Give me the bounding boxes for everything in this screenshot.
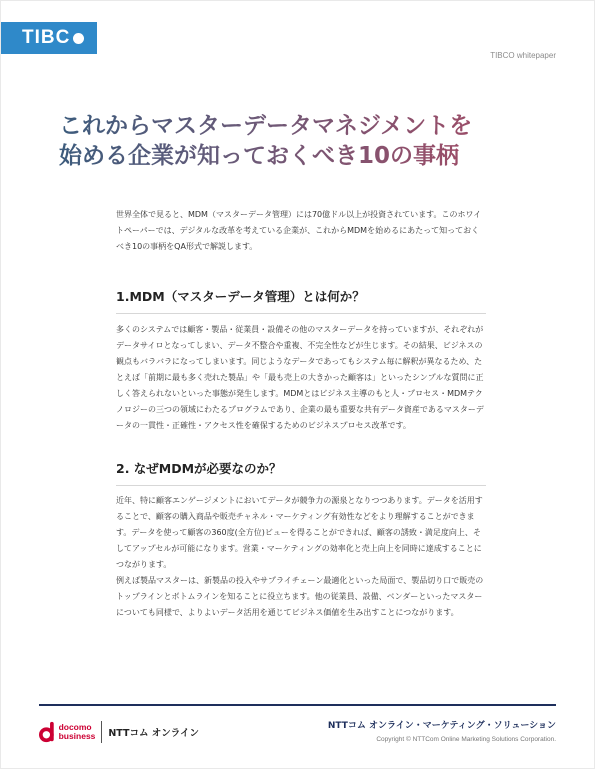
title-line-2: 始める企業が知っておくべき10の事柄 — [59, 143, 460, 169]
section-2-body — [116, 493, 486, 621]
docomo-text: docomo — [58, 722, 92, 732]
section-2-paragraph-1: 近年、特に顧客エンゲージメントにおいてデータが競争力の源泉となりつつあります。データを活用することで、顧客の購入商品や販売チャネル・マーケティング有効性などをより理解することができます。データを使って顧客の360度(全方位)ビューを得ることができれば、顧客の誘致・満足度向上、そしてアップセルが可能になります。営業・マーケティングの効率化と売上向上を同時に達成することにつながります。 — [116, 496, 483, 569]
tibco-logo-o-icon — [73, 33, 84, 44]
tibco-logo — [1, 22, 97, 54]
ntt-com-online-logo: NTTコム オンライン — [108, 728, 199, 739]
section-2-paragraph-2: 例えば製品マスターは、新製品の投入やサプライチェーン最適化といった局面で、製品切り口で販売のトップラインとボトムラインを知ることに役立ちます。他の従業員、設備、ベンダーといったマスターについても同様で、よりよいデータ活用を通じてビジネス価値を生み出すことにつながります。 — [116, 576, 484, 617]
business-text: business — [58, 731, 96, 741]
docomo-d-icon — [39, 720, 56, 744]
footer-solution-title: NTTコム オンライン・マーケティング・ソリューション — [327, 721, 556, 731]
title-line-1: これからマスターデータマネジメントを — [59, 113, 473, 139]
docomo-business-logo — [39, 717, 199, 747]
document-title — [59, 111, 539, 171]
logo-separator — [101, 721, 102, 743]
tibco-logo-text: TIBC — [22, 27, 71, 48]
footer-divider — [39, 704, 556, 706]
document-page — [1, 1, 594, 768]
whitepaper-tag: TIBCO whitepaper — [490, 51, 556, 60]
section-1-paragraph: 多くのシステムでは顧客・製品・従業員・設備その他のマスターデータを持っていますが、それぞれがデータサイロとなってしまい、データ不整合や重複、不完全性などが生じます。その結果、ビジネスの観点もバラバラになってしまいます。同じようなデータであってもシステム毎に解釈が異なるため、たとえば「前期に最も多く売れた製品」や「最も売上の大きかった顧客は」といったシンプルな質問に正しく答えられないといった事態が発生します。MDMとはビジネス主導のもと人・プロセス・MDMテクノロジーの三つの領域にわたるプログラムであり、企業の最も重要な共有データ資産であるマスターデータの一貫性・正確性・アクセス性を確保するためのビジネスプロセス改革です。 — [116, 325, 484, 430]
section-2-title: 2. なぜMDMが必要なのか？ — [116, 459, 486, 486]
section-1-body — [116, 322, 486, 434]
intro-paragraph: 世界全体で見ると、MDM（マスターデータ管理）には70億ドル以上が投資されています。このホワイトペーパーでは、デジタルな改革を考えている企業が、これからMDMを始めるにあたって知っておくべき10の事柄をQA形式で解説します。 — [116, 210, 482, 251]
copyright-text: Copyright © NTTCom Online Marketing Solutions Corporation. — [376, 736, 556, 743]
section-1-title: 1.MDM（マスターデータ管理）とは何か？ — [116, 287, 486, 314]
